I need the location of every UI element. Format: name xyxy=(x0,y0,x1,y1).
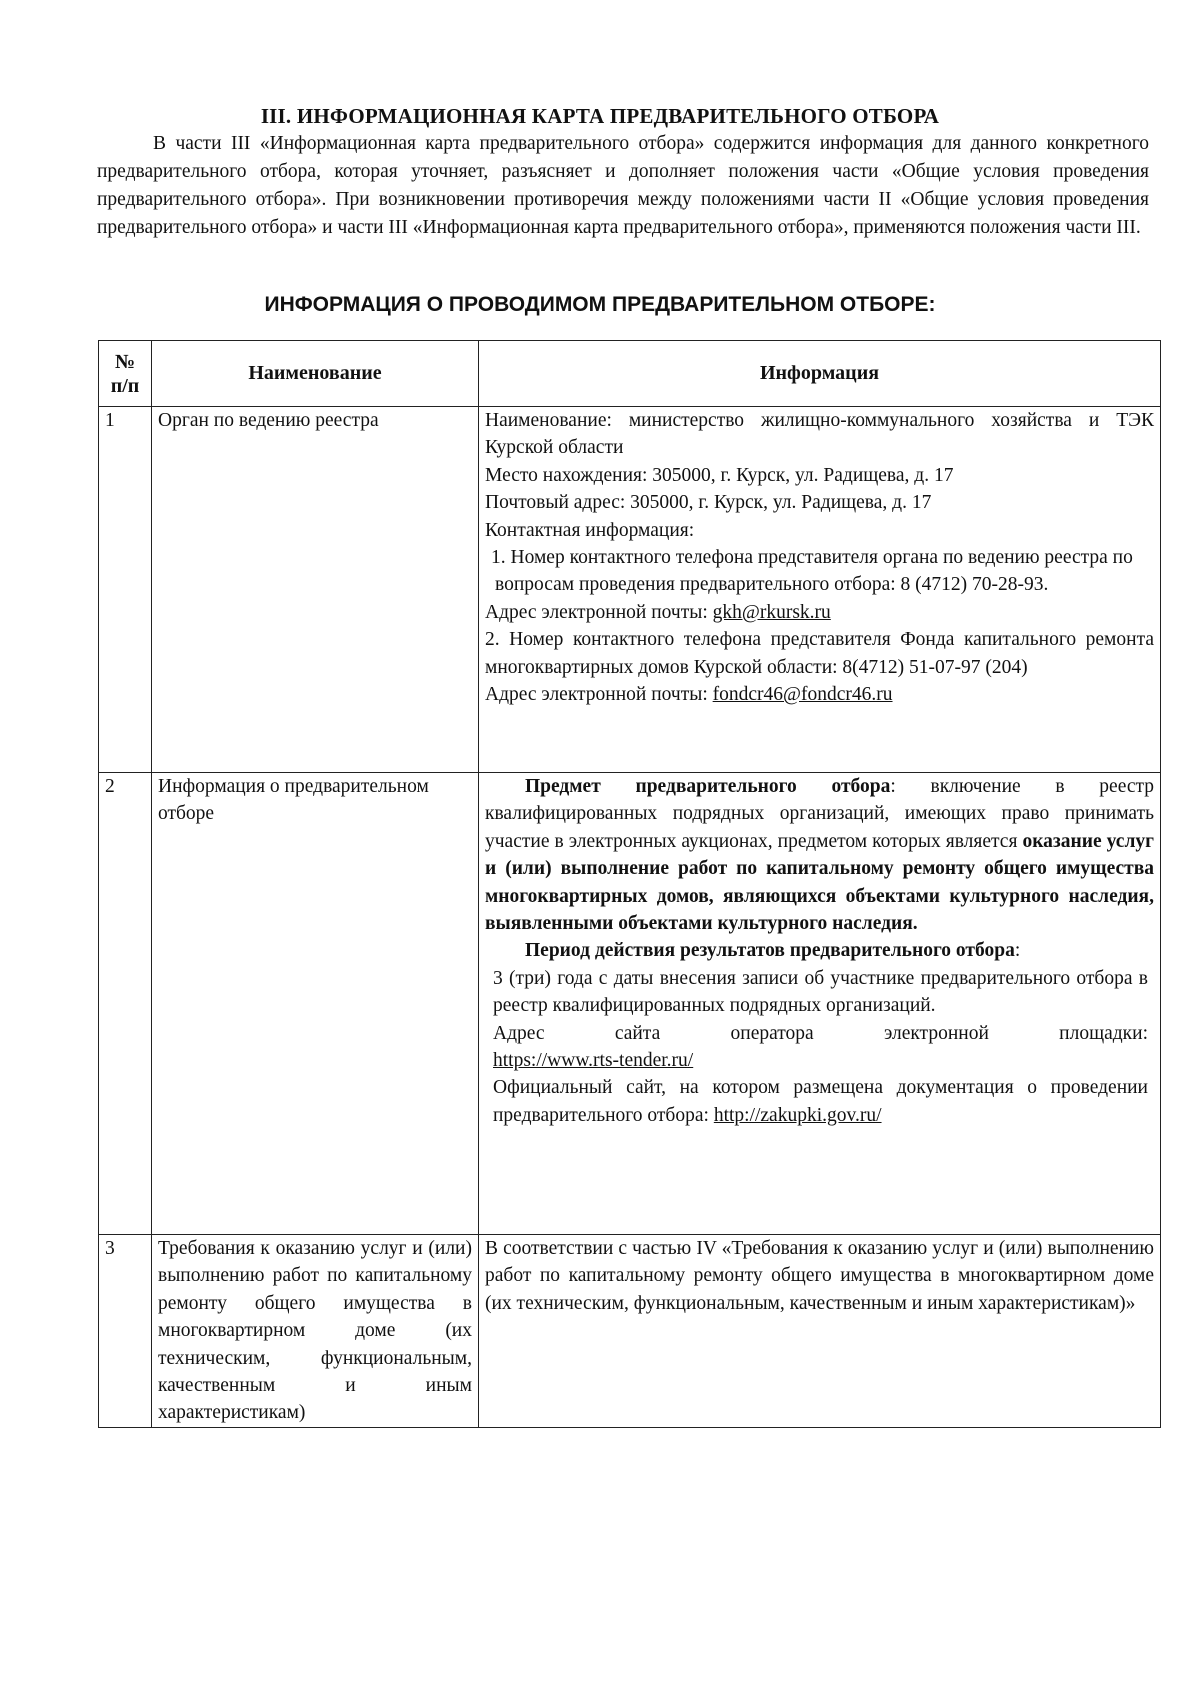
row-num: 1 xyxy=(99,407,152,773)
section-title: III. ИНФОРМАЦИОННАЯ КАРТА ПРЕДВАРИТЕЛЬНОГО ОТБОРА xyxy=(260,104,940,128)
period-colon: : xyxy=(1014,940,1021,962)
row-name: Требования к оказанию услуг и (или) выполнению работ по капитальному ремонту общего имущества в многоквартирном доме (их техническим, функциональным, качественным и иным характеристикам) xyxy=(152,1235,479,1428)
info-line: Почтовый адрес: 305000, г. Курск, ул. Радищева, д. 17 xyxy=(485,492,932,514)
header-num: № п/п xyxy=(99,341,152,407)
email-link[interactable]: fondcr46@fondcr46.ru xyxy=(712,684,893,706)
row-info xyxy=(479,773,1161,1235)
info-line: 1. Номер контактного телефона представителя органа по ведению реестра по вопросам проведения предварительного отбора: 8 (4712) 70-28-93. xyxy=(491,547,1133,596)
row-num: 2 xyxy=(99,773,152,1235)
email-label: Адрес электронной почты: xyxy=(485,684,713,706)
row-name: Орган по ведению реестра xyxy=(152,407,479,773)
table-row xyxy=(99,407,1161,773)
info-line: 2. Номер контактного телефона представителя Фонда капитального ремонта многоквартирных домов Курской области: 8(4712) 51-07-97 (204) xyxy=(485,629,1154,678)
email-link[interactable]: gkh@rkursk.ru xyxy=(712,601,831,623)
intro-paragraph: В части III «Информационная карта предварительного отбора» содержится информация для данного конкретного предварительного отбора, которая уточняет, разъясняет и дополняет положения части «Общие условия проведения предварительного отбора». При возникновении противоречия между положениями части II «Общие условия проведения предварительного отбора» и части III «Информационная карта предварительного отбора», применяются положения части III. xyxy=(97,133,1149,238)
subject-bold: оказание услуг и (или) выполнение работ по капитальному ремонту общего имущества многоквартирных домов, являющихся объектами культурного наследия, выявленными объектами культурного наследия. xyxy=(485,830,1155,935)
subject-text: : включение в реестр квалифицированных подрядных организаций, имеющих право принимать участие в электронных аукционах, предметом которых является xyxy=(485,776,1154,852)
official-label: Официальный сайт, на котором размещена документация о проведении предварительного отбора: xyxy=(493,1077,1148,1126)
table-header-row xyxy=(99,341,1161,407)
subject-label: Предмет предварительного отбора xyxy=(525,776,891,797)
info-line: Место нахождения: 305000, г. Курск, ул. Радищева, д. 17 xyxy=(485,464,954,486)
header-name: Наименование xyxy=(152,341,479,407)
site-label: Адрес сайта оператора электронной площадки: xyxy=(493,1022,1148,1044)
row-name: Информация о предварительном отборе xyxy=(152,773,479,1235)
info-line: Контактная информация: xyxy=(485,519,695,541)
official-link[interactable]: http://zakupki.gov.ru/ xyxy=(713,1104,882,1126)
email-line xyxy=(485,681,1154,708)
site-link[interactable]: https://www.rts-tender.ru/ xyxy=(493,1050,694,1072)
row-info: В соответствии с частью IV «Требования к оказанию услуг и (или) выполнению работ по капитальному ремонту общего имущества в многоквартирном доме (их техническим, функциональным, качественным и иным характеристикам)» xyxy=(479,1235,1161,1428)
table-title: ИНФОРМАЦИЯ О ПРОВОДИМОМ ПРЕДВАРИТЕЛЬНОМ ОТБОРЕ: xyxy=(264,293,936,316)
official-paragraph xyxy=(485,1074,1154,1129)
table-row xyxy=(99,773,1161,1235)
period-label: Период действия результатов предварительного отбора xyxy=(525,940,1015,962)
info-table xyxy=(98,340,1161,1428)
email-line xyxy=(485,599,1154,626)
email-label: Адрес электронной почты: xyxy=(485,601,713,623)
header-info: Информация xyxy=(479,341,1161,407)
period-text: 3 (три) года с даты внесения записи об участнике предварительного отбора в реестр квалифицированных подрядных организаций. xyxy=(493,967,1148,1017)
subject-paragraph xyxy=(485,773,1154,937)
site-line xyxy=(485,1047,1154,1074)
table-row xyxy=(99,1235,1161,1428)
row-num: 3 xyxy=(99,1235,152,1428)
info-line: Наименование: министерство жилищно-коммунального хозяйства и ТЭК Курской области xyxy=(485,410,1154,459)
row-info xyxy=(479,407,1161,773)
period-paragraph xyxy=(485,937,1154,964)
